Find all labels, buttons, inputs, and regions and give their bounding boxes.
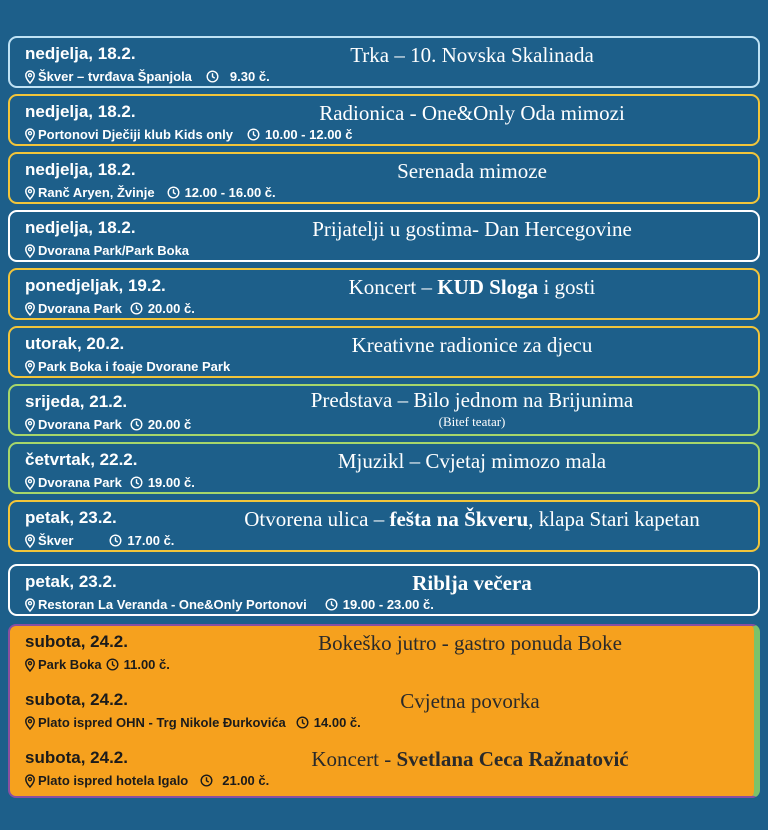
title-highlight: Svetlana Ceca Ražnatović	[396, 747, 629, 771]
title-part: i gosti	[538, 275, 596, 299]
clock-icon	[247, 128, 260, 141]
event-time: 21.00 č.	[222, 773, 270, 788]
location-pin-icon	[24, 716, 36, 730]
event-meta	[24, 69, 270, 84]
title-part: Koncert -	[311, 747, 397, 771]
event-row	[10, 684, 754, 740]
event-date: utorak, 20.2.	[25, 334, 125, 353]
event-meta	[24, 301, 195, 316]
event-location: Dvorana Park	[38, 301, 122, 316]
event-date: nedjelja, 18.2.	[25, 102, 136, 121]
event-location: Škver	[38, 533, 74, 548]
event-title: Trka – 10. Novska Skalinada	[350, 43, 594, 67]
event-meta	[24, 243, 189, 258]
location-pin-icon	[24, 302, 36, 316]
event-card	[8, 210, 760, 262]
title-part: Koncert –	[348, 275, 438, 299]
event-time: 20.00 č	[147, 417, 192, 432]
event-date: nedjelja, 18.2.	[25, 44, 136, 63]
event-date: subota, 24.2.	[25, 632, 128, 651]
clock-icon	[130, 302, 143, 315]
location-pin-icon	[24, 598, 36, 612]
event-title	[190, 571, 754, 596]
event-meta	[24, 597, 434, 612]
event-date: petak, 23.2.	[25, 508, 117, 527]
clock-icon	[206, 70, 219, 83]
event-title: Prijatelji u gostima- Dan Hercegovine	[312, 217, 632, 241]
event-card	[8, 564, 760, 616]
title-highlight: fešta na Škveru	[389, 507, 529, 531]
location-pin-icon	[24, 774, 36, 788]
event-card	[8, 500, 760, 552]
clock-icon	[296, 716, 309, 729]
event-card	[8, 326, 760, 378]
event-meta	[24, 533, 174, 548]
location-pin-icon	[24, 360, 36, 374]
event-meta	[24, 657, 170, 672]
clock-icon	[325, 598, 338, 611]
event-title: Kreativne radionice za djecu	[351, 333, 593, 357]
event-location: Park Boka i foaje Dvorane Park	[38, 359, 231, 374]
location-pin-icon	[24, 186, 36, 200]
event-card	[8, 36, 760, 88]
event-meta	[24, 359, 230, 374]
event-title	[190, 747, 750, 772]
event-location: Restoran La Veranda - One&Only Portonovi	[38, 597, 307, 612]
event-date: srijeda, 21.2.	[25, 392, 128, 411]
event-time: 19.00 č.	[147, 475, 195, 490]
event-date: petak, 23.2.	[25, 572, 117, 591]
clock-icon	[109, 534, 122, 547]
event-location: Ranč Aryen, Žvinje	[38, 185, 155, 200]
event-date: ponedjeljak, 19.2.	[25, 276, 166, 295]
event-card	[8, 152, 760, 204]
event-location: Plato ispred OHN - Trg Nikole Đurkovića	[38, 715, 286, 730]
event-time: 14.00 č.	[313, 715, 361, 730]
event-date: nedjelja, 18.2.	[25, 160, 136, 179]
event-title: Cvjetna povorka	[400, 689, 540, 713]
clock-icon	[106, 658, 119, 671]
location-pin-icon	[24, 128, 36, 142]
title-part: , klapa Stari kapetan	[528, 507, 700, 531]
clock-icon	[130, 418, 143, 431]
title-highlight: Riblja večera	[412, 571, 532, 595]
event-time: 17.00 č.	[127, 533, 175, 548]
event-time: 9.30 č.	[229, 69, 270, 84]
event-location: Dvorana Park	[38, 417, 122, 432]
event-title: Bokeško jutro - gastro ponuda Boke	[318, 631, 622, 655]
event-time: 20.00 č.	[147, 301, 195, 316]
event-location: Škver – tvrđava Španjola	[38, 69, 192, 84]
event-meta	[24, 417, 191, 432]
clock-icon	[167, 186, 180, 199]
event-date: subota, 24.2.	[25, 748, 128, 767]
event-location: Dvorana Park/Park Boka	[38, 243, 190, 258]
event-meta	[24, 715, 361, 730]
event-location: Park Boka	[38, 657, 102, 672]
location-pin-icon	[24, 244, 36, 258]
event-title	[190, 275, 754, 300]
event-title: Mjuzikl – Cvjetaj mimozo mala	[337, 449, 607, 473]
event-date: četvrtak, 22.2.	[25, 450, 138, 469]
event-subtitle: (Bitef teatar)	[438, 414, 506, 429]
event-card	[8, 268, 760, 320]
title-highlight: KUD Sloga	[437, 275, 539, 299]
saturday-events-panel	[8, 624, 760, 798]
event-location: Dvorana Park	[38, 475, 122, 490]
location-pin-icon	[24, 534, 36, 548]
event-location: Plato ispred hotela Igalo	[38, 773, 189, 788]
event-title: Predstava – Bilo jednom na Brijunima	[310, 388, 634, 412]
event-row	[10, 742, 754, 798]
clock-icon	[200, 774, 213, 787]
event-time: 10.00 - 12.00 č	[265, 127, 353, 142]
event-meta	[24, 475, 195, 490]
event-title	[190, 507, 754, 532]
location-pin-icon	[24, 70, 36, 84]
event-time: 19.00 - 23.00 č.	[342, 597, 434, 612]
event-title: Radionica - One&Only Oda mimozi	[319, 101, 625, 125]
event-title: Serenada mimoze	[397, 159, 547, 183]
event-date: subota, 24.2.	[25, 690, 128, 709]
event-date: nedjelja, 18.2.	[25, 218, 136, 237]
event-meta	[24, 185, 276, 200]
event-row	[10, 626, 754, 682]
event-meta	[24, 773, 269, 788]
event-card	[8, 384, 760, 436]
title-part: Otvorena ulica –	[244, 507, 390, 531]
location-pin-icon	[24, 658, 36, 672]
event-card	[8, 94, 760, 146]
event-time: 12.00 - 16.00 č.	[184, 185, 276, 200]
location-pin-icon	[24, 418, 36, 432]
event-meta	[24, 127, 353, 142]
event-location: Portonovi Dječiji klub Kids only	[38, 127, 234, 142]
clock-icon	[130, 476, 143, 489]
event-time: 11.00 č.	[123, 657, 170, 672]
event-card	[8, 442, 760, 494]
location-pin-icon	[24, 476, 36, 490]
